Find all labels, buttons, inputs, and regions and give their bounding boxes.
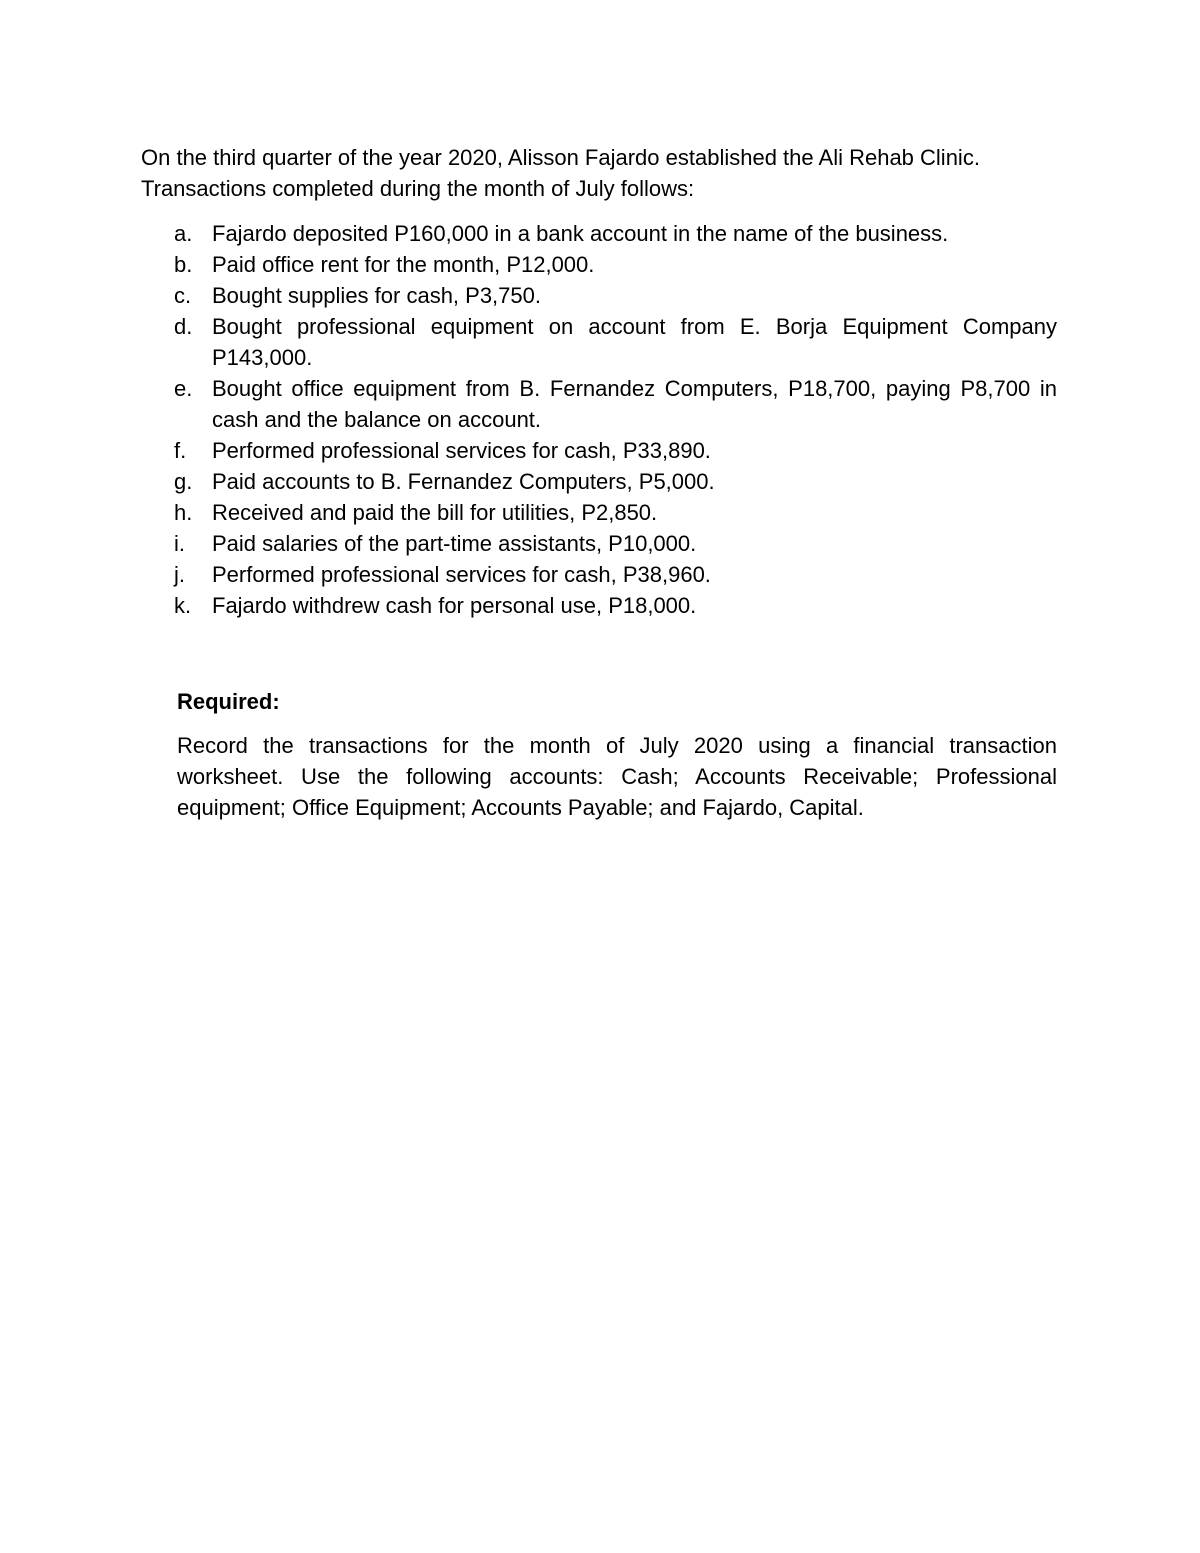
item-letter: g.	[174, 469, 193, 494]
item-text: Bought office equipment from B. Fernandez Computers, P18,700, paying P8,700 in cash and the balance on account.	[212, 376, 1057, 432]
transaction-list	[141, 218, 1061, 621]
list-item	[141, 249, 1061, 280]
intro-paragraph: On the third quarter of the year 2020, Alisson Fajardo established the Ali Rehab Clinic. Transactions completed during the month of July follows:	[141, 145, 980, 201]
item-letter: a.	[174, 221, 193, 246]
item-text: Performed professional services for cash, P38,960.	[212, 562, 711, 587]
item-letter: c.	[174, 283, 192, 308]
list-item	[141, 528, 1061, 559]
item-text: Paid office rent for the month, P12,000.	[212, 252, 595, 277]
required-heading: Required:	[177, 689, 280, 714]
item-text: Performed professional services for cash, P33,890.	[212, 438, 711, 463]
list-item	[141, 218, 1061, 249]
list-item	[141, 559, 1061, 590]
list-item	[141, 373, 1061, 435]
item-text: Fajardo deposited P160,000 in a bank account in the name of the business.	[212, 221, 949, 246]
item-letter: i.	[174, 531, 185, 556]
item-text: Paid salaries of the part-time assistants, P10,000.	[212, 531, 697, 556]
list-item	[141, 280, 1061, 311]
item-letter: j.	[174, 562, 185, 587]
item-text: Received and paid the bill for utilities, P2,850.	[212, 500, 658, 525]
list-item	[141, 466, 1061, 497]
list-item	[141, 311, 1061, 373]
item-letter: h.	[174, 500, 193, 525]
item-letter: f.	[174, 438, 187, 463]
item-letter: d.	[174, 314, 193, 339]
item-letter: k.	[174, 593, 192, 618]
item-text: Bought professional equipment on account from E. Borja Equipment Company P143,000.	[212, 314, 1057, 370]
item-letter: e.	[174, 376, 193, 401]
item-letter: b.	[174, 252, 193, 277]
required-paragraph: Record the transactions for the month of July 2020 using a financial transaction worksheet. Use the following accounts: Cash; Accounts Receivable; Professional equipment; Office Equipment; Accounts Payable; and Fajardo, Capital.	[177, 733, 1057, 820]
item-text: Paid accounts to B. Fernandez Computers, P5,000.	[212, 469, 715, 494]
item-text: Fajardo withdrew cash for personal use, P18,000.	[212, 593, 697, 618]
list-item	[141, 435, 1061, 466]
list-item	[141, 590, 1061, 621]
item-text: Bought supplies for cash, P3,750.	[212, 283, 541, 308]
list-item	[141, 497, 1061, 528]
